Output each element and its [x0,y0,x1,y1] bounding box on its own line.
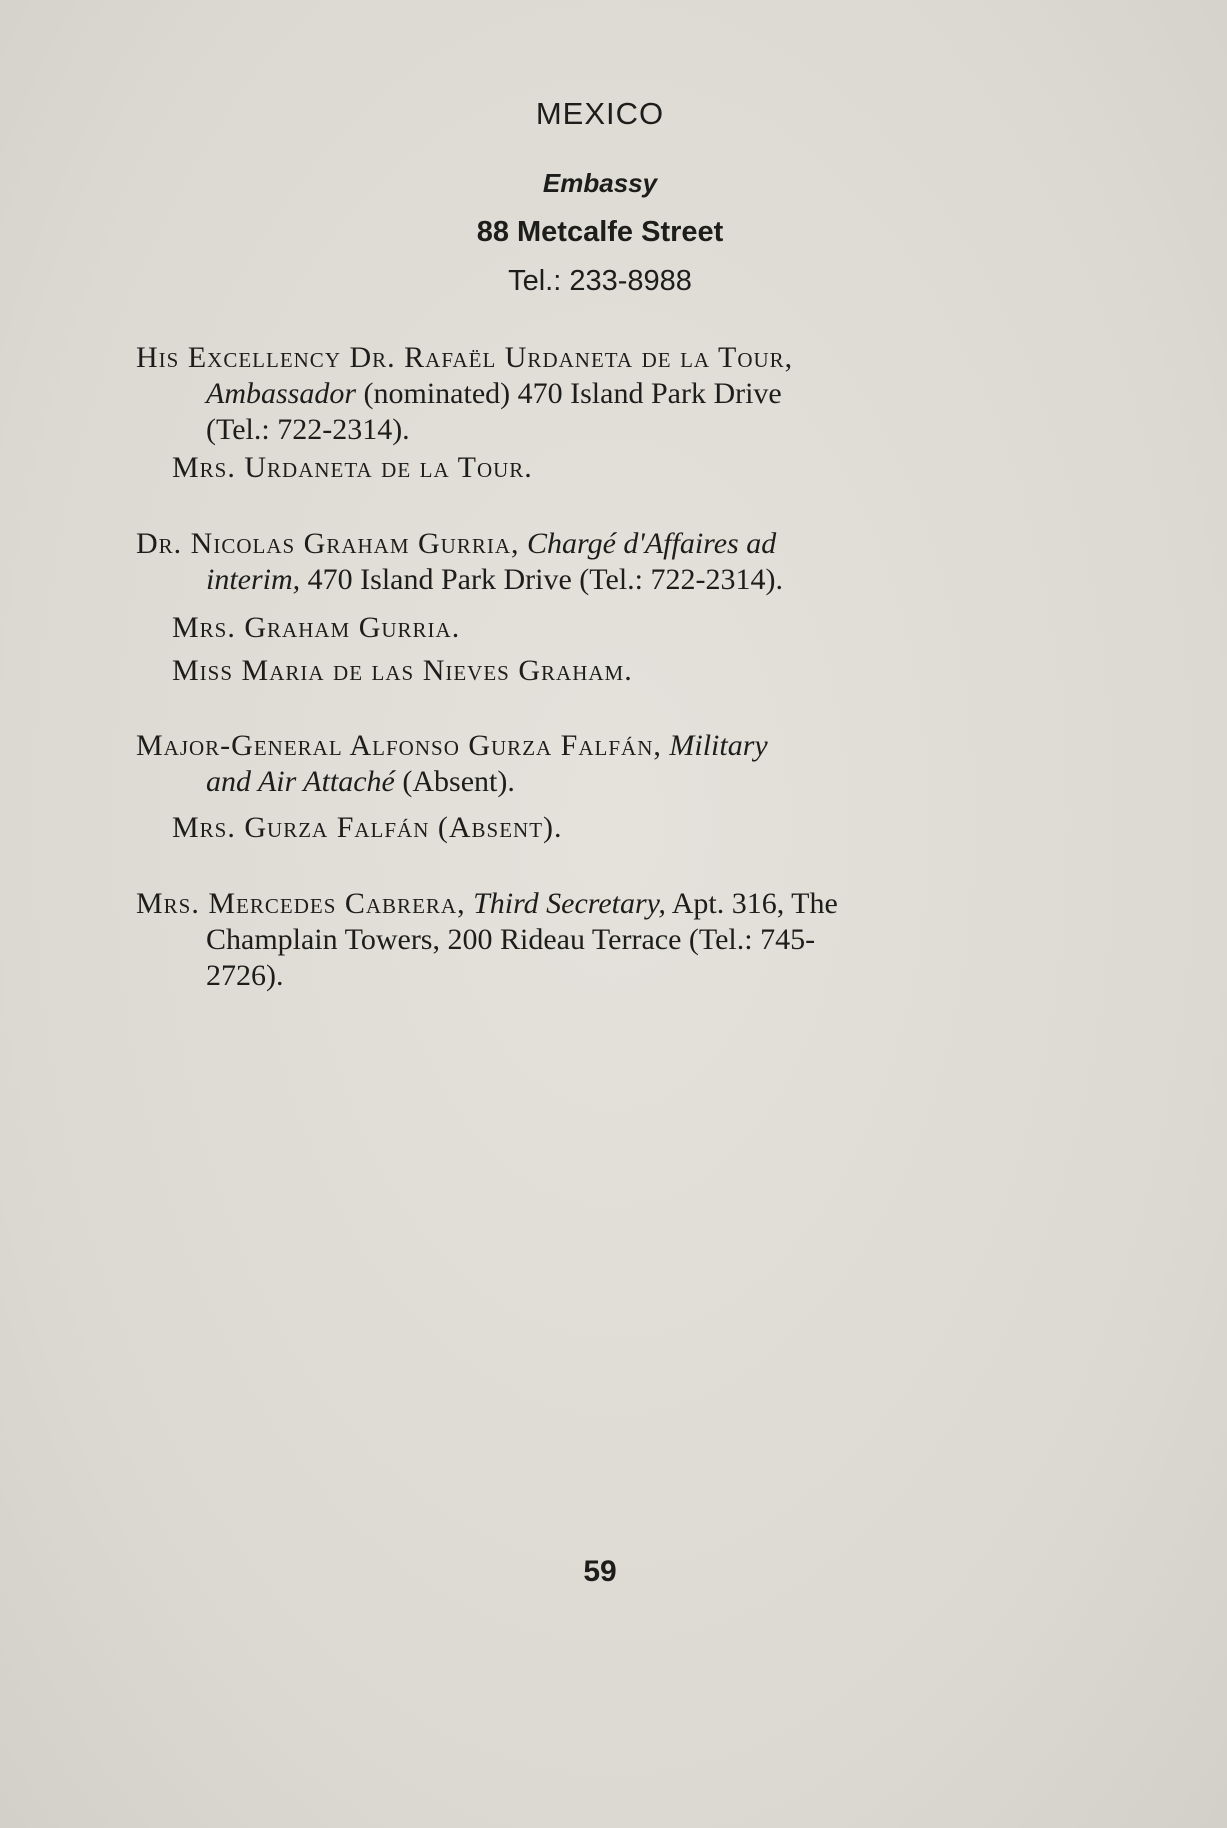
person-name: Mrs. Mercedes Cabrera, [136,887,466,920]
person-title: Third Secretary, [473,887,666,920]
person-details-cont: Champlain Towers, 200 Rideau Terrace (Tel.: 745- [206,923,816,956]
person-title: Military [669,729,768,762]
person-name: Dr. Nicolas Graham Gurria, [136,527,520,560]
person-details-cont: (Tel.: 722-2314). [206,413,410,446]
person-details: (Absent). [394,765,515,798]
person-title: Chargé d'Affaires ad [527,527,777,560]
person-title-cont: and Air Attaché [206,765,395,798]
mission-telephone: Tel.: 233-8988 [508,265,692,297]
person-details-cont: 2726). [206,959,284,992]
person-details: 470 Island Park Drive (Tel.: 722-2314). [300,563,783,596]
entry-third-secretary [136,886,1048,994]
spouse-name: Mrs. Graham Gurria. [172,611,461,644]
person-title-cont: interim, [206,563,301,596]
person-name: His Excellency Dr. Rafaël Urdaneta de la Tour, [136,341,794,374]
spouse-name: Mrs. Gurza Falfán (Absent). [172,811,563,844]
entry-charge-affaires [136,526,1048,598]
family-member-name: Miss Maria de las Nieves Graham. [172,654,633,687]
person-details: (nominated) 470 Island Park Drive [356,377,782,410]
person-details: Apt. 316, The [665,887,838,920]
page-number: 59 [583,1555,617,1588]
mission-address: 88 Metcalfe Street [476,216,724,248]
person-name: Major-General Alfonso Gurza Falfán, [136,729,662,762]
country-heading: MEXICO [535,96,665,131]
person-title: Ambassador [206,377,357,410]
entry-ambassador [136,340,1048,448]
mission-type: Embassy [542,168,658,198]
spouse-name: Mrs. Urdaneta de la Tour. [172,451,533,484]
entry-military-attache [136,728,1048,800]
